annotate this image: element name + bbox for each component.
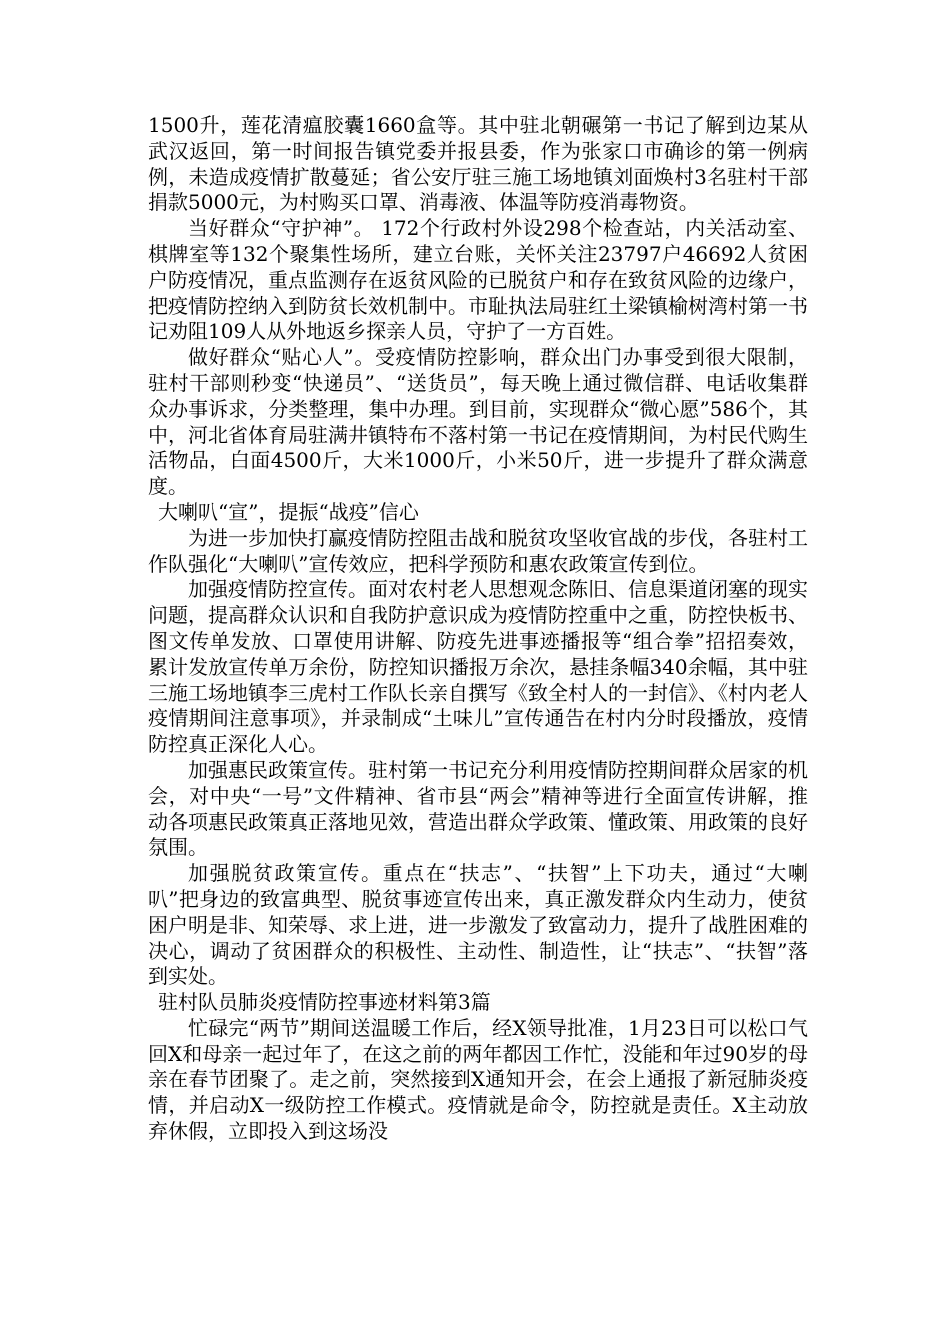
paragraph-epidemic-publicity: 加强疫情防控宣传。面对农村老人思想观念陈旧、信息渠道闭塞的现实问题，提高群众认识和自我防护意识成为疫情防控重中之重，防控快板书、图文传单发放、口罩使用讲解、防疫先进事迹播报等“组合拳”招招奏效，累计发放宣传单万余份，防控知识播报万余次，悬挂条幅340余幅，其中驻三施工场地镇李三虎村工作队长亲自撰写《致全村人的一封信》、《村内老人疫情期间注意事项》，并录制成“土味儿”宣传通告在村内分时段播放，疫情防控真正深化人心。	[148, 577, 808, 757]
paragraph-continuation: 1500升，莲花清瘟胶囊1660盒等。其中驻北朝碾第一书记了解到边某从武汉返回，第一时间报告镇党委并报县委，作为张家口市确诊的第一例病例，未造成疫情扩散蔓延；省公安厅驻三施工场地镇刘面焕村3名驻村干部捐款5000元，为村购买口罩、消毒液、体温等防疫消毒物资。	[148, 113, 808, 215]
paragraph-article-3-opening: 忙碌完“两节”期间送温暖工作后，经X领导批准，1月23日可以松口气回X和母亲一起过年了，在这之前的两年都因工作忙，没能和年过90岁的母亲在春节团聚了。走之前，突然接到X通知开会，在会上通报了新冠肺炎疫情，并启动X一级防控工作模式。疫情就是命令，防控就是责任。X主动放弃休假，立即投入到这场没	[148, 1015, 808, 1144]
paragraph-poverty-publicity: 加强脱贫政策宣传。重点在“扶志”、“扶智”上下功夫，通过“大喇叭”把身边的致富典型、脱贫事迹宣传出来，真正激发群众内生动力，使贫困户明是非、知荣辱、求上进，进一步激发了致富动力，提升了战胜困难的决心，调动了贫困群众的积极性、主动性、制造性，让“扶志”、“扶智”落到实处。	[148, 861, 808, 989]
section-heading-article-3: 驻村队员肺炎疫情防控事迹材料第3篇	[158, 990, 491, 1015]
paragraph-caring-person: 做好群众“贴心人”。受疫情防控影响，群众出门办事受到很大限制，驻村干部则秒变“快递员”、“送货员”，每天晚上通过微信群、电话收集群众办事诉求，分类整理，集中办理。到目前，实现群众“微心愿”586个，其中，河北省体育局驻满井镇特布不落村第一书记在疫情期间，为村民代购生活物品，白面4500斤，大米1000斤，小米50斤，进一步提升了群众满意度。	[148, 345, 808, 499]
paragraph-policy-publicity: 加强惠民政策宣传。驻村第一书记充分利用疫情防控期间群众居家的机会，对中央“一号”文件精神、省市县“两会”精神等进行全面宣传讲解，推动各项惠民政策真正落地见效，营造出群众学政策、懂政策、用政策的良好氛围。	[148, 757, 808, 860]
paragraph-guardian: 当好群众“守护神”。 172个行政村外设298个检查站，内关活动室、棋牌室等132个聚集性场所，建立台账，关怀关注23797户46692人贫困户防疫情况，重点监测存在返贫风险的已脱贫户和存在致贫风险的边缘户，把疫情防控纳入到防贫长效机制中。市耻执法局驻红土梁镇榆树湾村第一书记劝阻109人从外地返乡探亲人员，守护了一方百姓。	[148, 216, 808, 344]
section-heading-loudspeaker: 大喇叭“宣”，提振“战疫”信心	[158, 499, 419, 524]
paragraph-loudspeaker-intro: 为进一步加快打赢疫情防控阻击战和脱贫攻坚收官战的步伐，各驻村工作队强化“大喇叭”宣传效应，把科学预防和惠农政策宣传到位。	[148, 525, 808, 576]
document-page	[148, 113, 808, 1145]
